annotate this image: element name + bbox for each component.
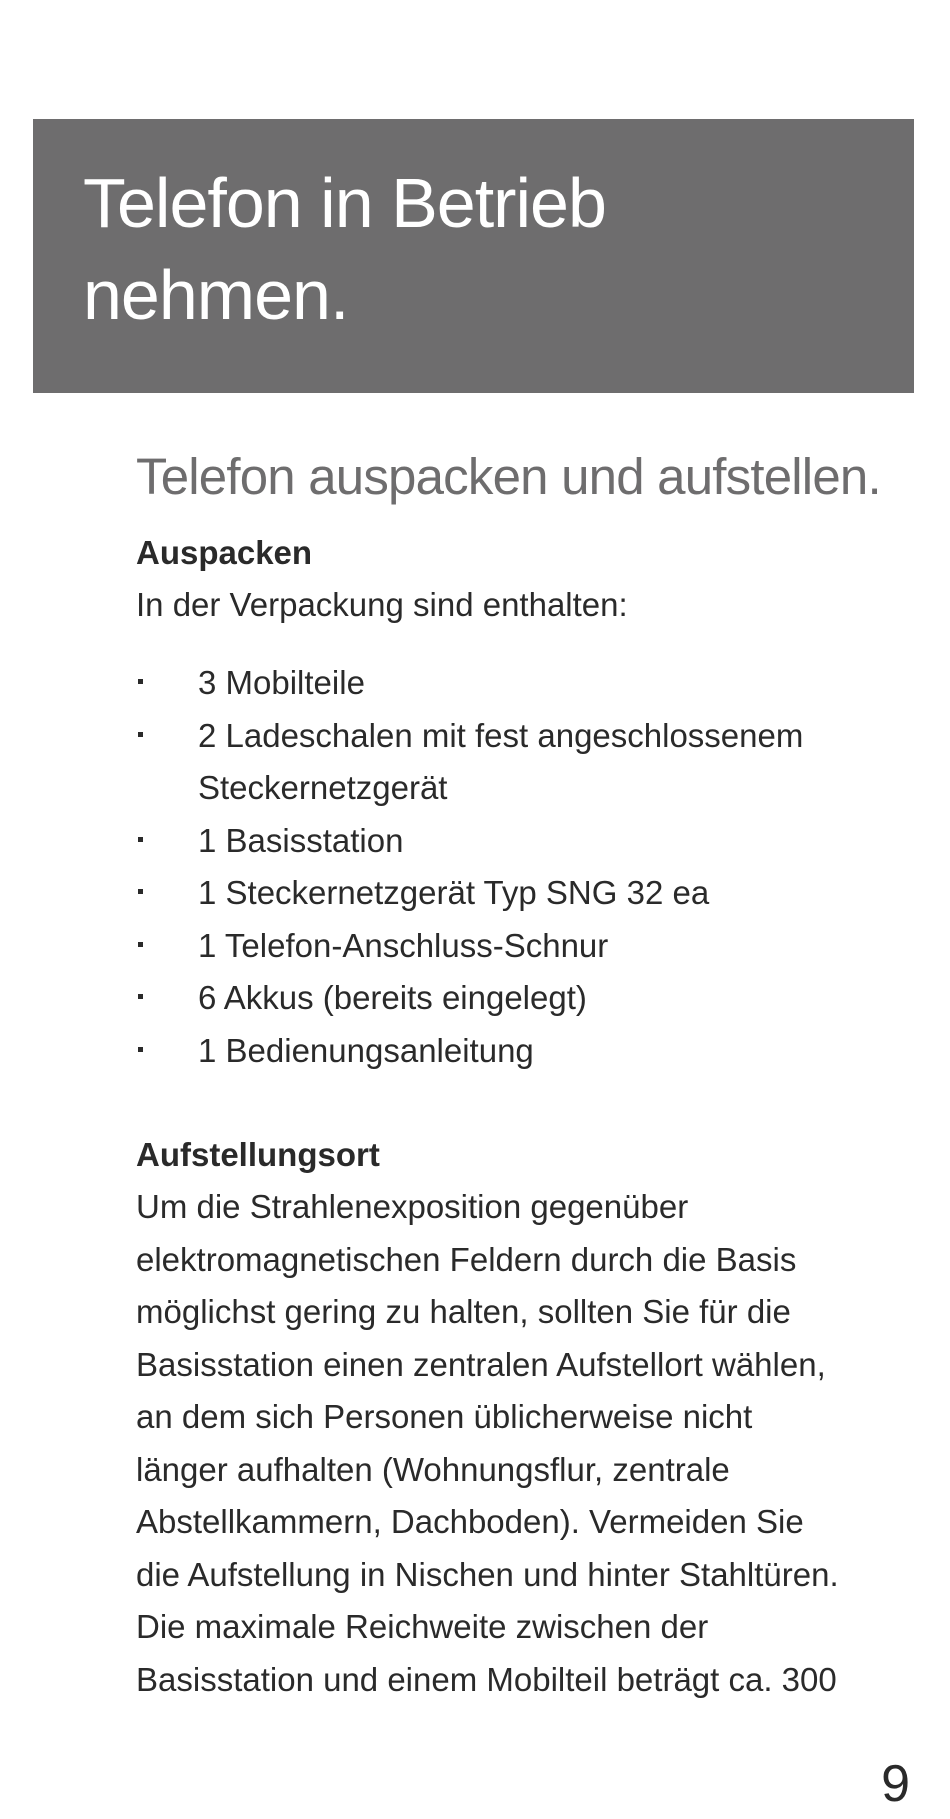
chapter-title-line-1: Telefon in Betrieb xyxy=(83,164,606,242)
list-item-text: 2 Ladeschalen mit fest angeschlossenem Steckernetzgerät xyxy=(198,716,804,806)
paragraph-line: Basisstation einen zentralen Aufstellort wählen, xyxy=(136,1345,826,1383)
paragraph-line: die Aufstellung in Nischen und hinter Stahltüren. xyxy=(136,1555,839,1593)
list-item-text: 1 Telefon-Anschluss-Schnur xyxy=(198,926,609,964)
bullet-icon xyxy=(138,732,143,737)
list-item-text: 1 Basisstation xyxy=(198,821,404,859)
list-item xyxy=(136,1025,916,1078)
list-item xyxy=(136,710,916,815)
paragraph-line: Abstellkammern, Dachboden). Vermeiden Sie xyxy=(136,1503,804,1540)
bullet-icon xyxy=(138,837,143,842)
chapter-title-line-2: nehmen. xyxy=(83,256,349,334)
list-item xyxy=(136,972,916,1025)
bullet-icon xyxy=(138,679,143,684)
list-item-text: 3 Mobilteile xyxy=(198,664,365,701)
paragraph-line: elektromagnetischen Feldern durch die Basis xyxy=(136,1240,797,1278)
chapter-header-band xyxy=(33,119,914,393)
location-heading: Aufstellungsort xyxy=(136,1136,380,1173)
page-number: 9 xyxy=(881,1755,910,1813)
list-item-text: 1 Bedienungsanleitung xyxy=(198,1031,534,1069)
location-paragraph xyxy=(136,1181,916,1706)
unpack-intro: In der Verpackung sind enthalten: xyxy=(136,586,628,623)
bullet-icon xyxy=(138,942,143,947)
list-item xyxy=(136,920,916,973)
page-content xyxy=(136,445,916,1706)
paragraph-line: möglichst gering zu halten, sollten Sie für die xyxy=(136,1293,791,1330)
paragraph-line: länger aufhalten (Wohnungsflur, zentrale xyxy=(136,1450,730,1488)
list-item xyxy=(136,867,916,920)
paragraph-line: an dem sich Personen üblicherweise nicht xyxy=(136,1398,753,1435)
list-item-text: 6 Akkus (bereits eingelegt) xyxy=(198,979,587,1016)
paragraph-line: Die maximale Reichweite zwischen der xyxy=(136,1608,709,1645)
bullet-icon xyxy=(138,889,143,894)
chapter-title xyxy=(83,157,606,341)
package-contents-list xyxy=(136,657,916,1077)
bullet-icon xyxy=(138,1047,143,1052)
list-item xyxy=(136,657,916,710)
unpack-heading: Auspacken xyxy=(136,534,313,571)
paragraph-line: Um die Strahlenexposition gegenüber xyxy=(136,1188,689,1225)
list-item-text: 1 Steckernetzgerät Typ SNG 32 ea xyxy=(198,874,710,911)
bullet-icon xyxy=(138,994,143,999)
list-item xyxy=(136,815,916,868)
section-title: Telefon auspacken und aufstellen. xyxy=(136,448,881,505)
paragraph-line: Basisstation und einem Mobilteil beträgt ca. 300 xyxy=(136,1660,837,1698)
